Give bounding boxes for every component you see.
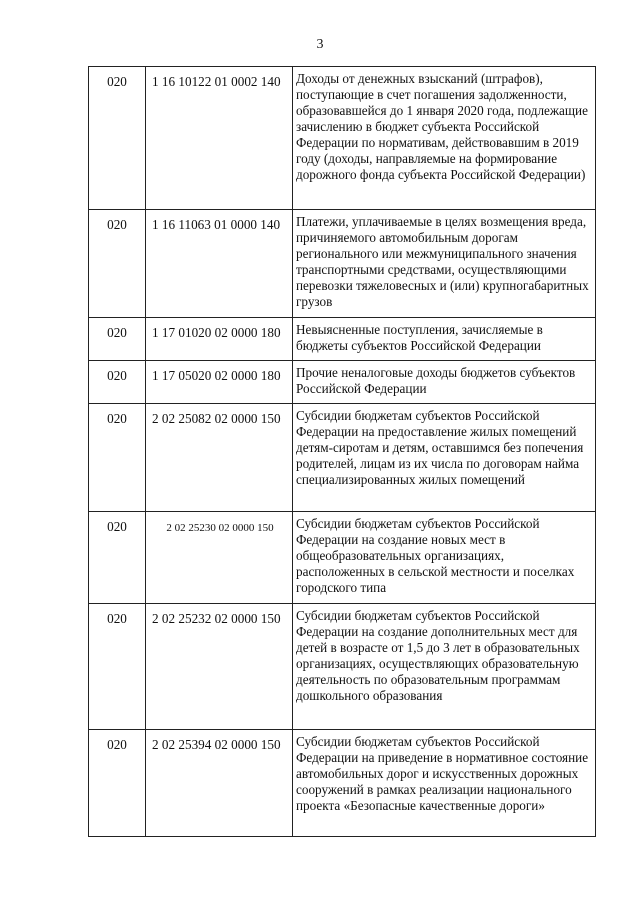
table-row: [89, 512, 596, 604]
revenue-name-cell: Прочие неналоговые доходы бюджетов субъектов Российской Федерации: [293, 361, 596, 404]
admin-code-cell: 020: [89, 210, 146, 318]
revenue-name-cell: Платежи, уплачиваемые в целях возмещения вреда, причиняемого автомобильным дорогам регионального или межмуниципального значения транспортными средствами, осуществляющими перевозки тяжеловесных и (или) крупногабаритных грузов: [293, 210, 596, 318]
revenue-name-cell: Субсидии бюджетам субъектов Российской Федерации на предоставление жилых помещений детям-сиротам и детям, оставшимся без попечения родителей, лицам из их числа по договорам найма специализированных жилых помещений: [293, 404, 596, 512]
revenue-name-cell: Субсидии бюджетам субъектов Российской Федерации на создание новых мест в общеобразовательных организациях, расположенных в сельской местности и поселках городского типа: [293, 512, 596, 604]
table-row: [89, 404, 596, 512]
budget-classification-code-cell: 1 16 11063 01 0000 140: [146, 210, 293, 318]
budget-classification-code-cell: 1 17 01020 02 0000 180: [146, 318, 293, 361]
table-row: [89, 604, 596, 730]
admin-code-cell: 020: [89, 730, 146, 837]
table-row: [89, 67, 596, 210]
revenue-name-cell: Невыясненные поступления, зачисляемые в бюджеты субъектов Российской Федерации: [293, 318, 596, 361]
budget-classification-code-cell: 2 02 25082 02 0000 150: [146, 404, 293, 512]
revenue-name-cell: Доходы от денежных взысканий (штрафов), поступающие в счет погашения задолженности, образовавшейся до 1 января 2020 года, подлежащие зачислению в бюджет субъекта Российской Федерации по нормативам, действовавшим в 2019 году (доходы, направляемые на формирование дорожного фонда субъекта Российской Федерации): [293, 67, 596, 210]
admin-code-cell: 020: [89, 512, 146, 604]
revenue-name-cell: Субсидии бюджетам субъектов Российской Федерации на приведение в нормативное состояние автомобильных дорог и искусственных дорожных сооружений в рамках реализации национального проекта «Безопасные качественные дороги»: [293, 730, 596, 837]
admin-code-cell: 020: [89, 67, 146, 210]
page-number: 3: [316, 37, 324, 52]
table-row: [89, 210, 596, 318]
budget-codes-table: [88, 66, 596, 837]
budget-classification-code-cell: 2 02 25394 02 0000 150: [146, 730, 293, 837]
budget-classification-code-cell: 2 02 25230 02 0000 150: [146, 512, 293, 604]
admin-code-cell: 020: [89, 604, 146, 730]
budget-classification-code-cell: 1 17 05020 02 0000 180: [146, 361, 293, 404]
table-row: [89, 730, 596, 837]
budget-classification-code-cell: 1 16 10122 01 0002 140: [146, 67, 293, 210]
admin-code-cell: 020: [89, 404, 146, 512]
admin-code-cell: 020: [89, 318, 146, 361]
admin-code-cell: 020: [89, 361, 146, 404]
budget-classification-code-cell: 2 02 25232 02 0000 150: [146, 604, 293, 730]
revenue-name-cell: Субсидии бюджетам субъектов Российской Федерации на создание дополнительных мест для детей в возрасте от 1,5 до 3 лет в образовательных организациях, осуществляющих образовательную деятельность по образовательным программам дошкольного образования: [293, 604, 596, 730]
table-row: [89, 318, 596, 361]
table-row: [89, 361, 596, 404]
